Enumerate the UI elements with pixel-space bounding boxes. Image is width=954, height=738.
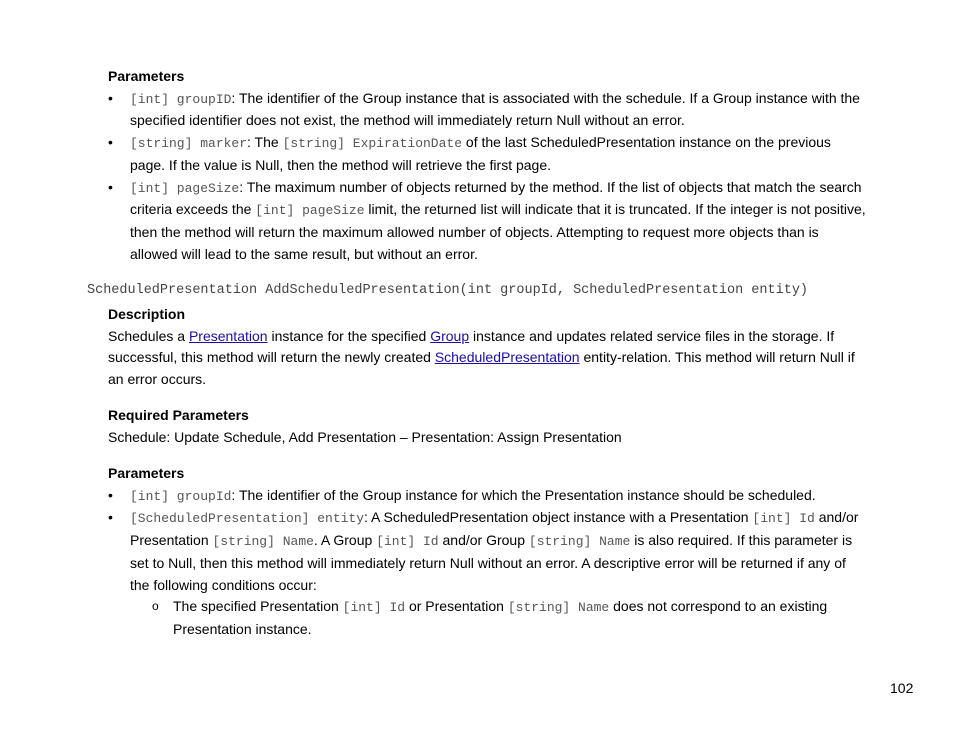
param-text: : The maximum number of objects returned by the method. If the list of objects that match the search criteria exceeds the <box>130 178 862 218</box>
param-text: : The identifier of the Group instance for which the Presentation instance should be scheduled. <box>231 486 816 503</box>
parameters-section-2 <box>108 463 868 641</box>
group-link[interactable]: Group <box>430 327 470 344</box>
text-run: does not correspond to an existing Presentation instance. <box>173 598 828 637</box>
method-signature: ScheduledPresentation AddScheduledPresentation(int groupId, ScheduledPresentation entity) <box>87 283 809 298</box>
text-run: entity-relation. This method will return Null if an error occurs. <box>108 349 855 388</box>
text-run: : A ScheduledPresentation object instance with a Presentation <box>364 509 753 526</box>
param-text: limit, the returned list will indicate that it is truncated. If the integer is not positive, then the method will return the maximum allowed number of objects. Attempting to request more objects than is allowed will lead to the same result, but without an error. <box>130 201 866 262</box>
description-text <box>108 326 868 391</box>
param-code: [ScheduledPresentation] entity <box>130 511 365 527</box>
text-run: . A Group <box>313 532 377 549</box>
parameters-heading: Parameters <box>108 465 185 481</box>
text-run: instance for the specified <box>267 327 431 344</box>
text-run: is also required. If this parameter is set to Null, then this method will immediately return Null without an error. A descriptive error will be returned if any of the following conditions occur: <box>130 532 853 593</box>
param-text: of the last ScheduledPresentation instance on the previous page. If the value is Null, then the method will retrieve the first page. <box>130 134 831 173</box>
param-code: [int] Id <box>752 511 815 527</box>
sub-list-item <box>108 596 868 640</box>
required-parameters-text: Schedule: Update Schedule, Add Presentation – Presentation: Assign Presentation <box>108 428 622 445</box>
param-code: [string] Name <box>528 534 631 550</box>
param-text: : The <box>247 134 283 151</box>
param-code: [string] Name <box>212 534 314 550</box>
param-code: [int] pageSize <box>130 180 240 196</box>
param-code: [int] Id <box>376 534 439 550</box>
scheduled-presentation-link[interactable]: ScheduledPresentation <box>434 349 580 366</box>
sub-list <box>108 596 868 640</box>
description-heading: Description <box>108 306 186 322</box>
parameters-heading: Parameters <box>108 68 185 84</box>
param-code: [int] groupId <box>130 488 232 504</box>
required-parameters-section <box>108 405 868 448</box>
param-code: [string] marker <box>130 136 248 152</box>
parameters-list <box>108 485 868 641</box>
list-item <box>108 88 868 132</box>
param-code: [string] ExpirationDate <box>282 136 463 152</box>
parameters-list <box>108 88 868 266</box>
presentation-link[interactable]: Presentation <box>188 327 268 344</box>
list-item <box>108 507 868 640</box>
text-run: Schedules a <box>108 327 189 344</box>
page-number: 102 <box>890 680 914 696</box>
param-text: : The identifier of the Group instance that is associated with the schedule. If a Group instance with the specified identifier does not exist, the method will immediately return Null without an error. <box>130 89 860 129</box>
param-code: [int] Id <box>342 600 406 616</box>
text-run: and/or Group <box>438 532 529 549</box>
param-code: [int] groupID <box>130 91 232 107</box>
text-run: instance and updates related service files in the storage. If successful, this method will return the newly created <box>108 327 835 366</box>
parameters-section-1 <box>108 66 868 265</box>
param-code: [int] pageSize <box>255 203 365 219</box>
description-section <box>108 304 868 391</box>
list-item <box>108 177 868 266</box>
text-run: and/or Presentation <box>130 509 859 549</box>
text-run: The specified Presentation <box>173 598 343 615</box>
list-item <box>108 132 868 176</box>
list-item <box>108 485 868 508</box>
required-parameters-heading: Required Parameters <box>108 407 249 423</box>
text-run: or Presentation <box>405 598 508 615</box>
param-code: [string] Name <box>507 600 610 616</box>
